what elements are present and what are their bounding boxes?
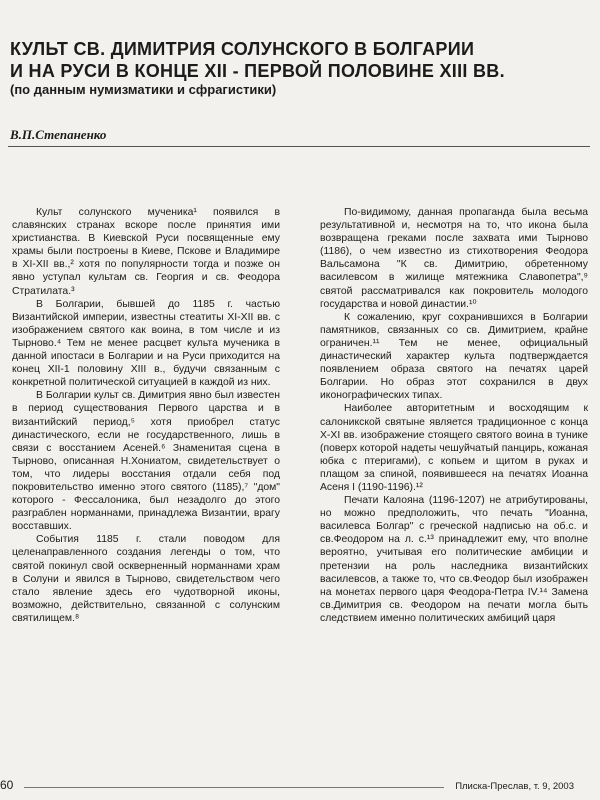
article-title — [10, 38, 590, 82]
article-subtitle: (по данным нумизматики и сфрагистики) — [10, 82, 277, 97]
paragraph: События 1185 г. стали поводом для целенаправленного создания легенды о том, что святой покинул свой оскверненный норманнами храм в Солуни и явился в Тырново, свидетельством чего стало явление здесь его чудотворной иконы, возможно, действительно, связанной с солунским святилищем.⁸ — [12, 534, 280, 624]
paragraph: По-видимому, данная пропаганда была весьма результативной и, несмотря на то, что икона была возвращена греками после захвата ими Тырново (1186), о чем известно из стихотворения Феодора Вальсамона "К св. Димитрию, обретенному василевсом в жилище мятежника Славопетра",⁹ святой рассматривался как покровитель молодого государства и новой династии.¹⁰ — [320, 207, 588, 310]
right-column — [320, 206, 588, 625]
paragraph: Культ солунского мученика¹ появился в славянских странах вскоре после принятия ими христианства. В Киевской Руси посвященные ему храмы были построены в Киеве, Пскове и Владимире в XI-XII вв.,² хотя по популярности тогда и позже он явно уступал культам св. Георгия и св. Феодора Стратилата.³ — [12, 207, 280, 297]
author-name: В.П.Степаненко — [10, 127, 107, 142]
page-number: 60 — [0, 778, 14, 792]
paragraph: К сожалению, круг сохранившихся в Болгарии памятников, связанных со св. Димитрием, крайне ограничен.¹¹ Тем не менее, официальный династический характер культа подтверждается появлением образа святого на печатях царей Болгарии. Но образ этот сохранился в двух иконографических типах. — [320, 311, 588, 402]
paragraph: Наиболее авторитетным и восходящим к салоникской святыне является традиционное с конца X-XI вв. изображение стоящего святого воина в тунике (поверх которой надеты чешуйчатый панцирь, кожаная юбка с птеригами), с копьем и щитом в руках и плащом за спиной, появившееся на печатях Иоанна Асеня I (1190-1196).¹² — [320, 403, 588, 493]
journal-citation: Плиска-Преслав, т. 9, 2003 — [455, 781, 574, 792]
title-line-2: И НА РУСИ В КОНЦЕ XII - ПЕРВОЙ ПОЛОВИНЕ XIII ВВ. — [10, 61, 505, 81]
paragraph: В Болгарии культ св. Димитрия явно был известен в период существования Первого царства и в византийский период,⁵ хотя приобрел статус династического, если не государственного, лишь в связи с восстанием Асеней.⁶ Знаменитая сцена в Тырново, описанная Н.Хониатом, свидетельствует о том, что лидеры восстания отдали себя под покровительство именно этого святого (1185),⁷ "дом" которого - Фессалоника, был незадолго до этого разграблен норманнами, принадлежа Византии, врагу восставших. — [12, 390, 280, 533]
header-divider — [8, 146, 590, 147]
title-line-1: КУЛЬТ СВ. ДИМИТРИЯ СОЛУНСКОГО В БОЛГАРИИ — [10, 39, 475, 59]
left-column — [12, 206, 280, 625]
paragraph: Печати Калояна (1196-1207) не атрибутированы, но можно предположить, что печать "Иоанна, василевса Болгар" с греческой надписью на об.с. и св.Феодором на л. с.¹³ принадлежит ему, что вполне вероятно, учитывая его политические амбиции и претензии на роль наследника византийских василевсов, а также то, что св.Феодор был изображен на монетах первого царя Феодора-Петра IV.¹⁴ Замена св.Димитрия св. Феодором на печати могла быть следствием именно политических амбиций царя — [320, 495, 588, 624]
paragraph: В Болгарии, бывшей до 1185 г. частью Византийской империи, известны стеатиты XI-XII вв. с изображением святого как воина, в том числе и из Тырново.⁴ Тем не менее расцвет культа мученика в данной ипостаси в Болгарии и на Руси приходится на конец XII-1 половину XIII в., будучи связанным с конкретной политической ситуацией в каждой из них. — [12, 298, 280, 389]
footer-divider — [24, 787, 444, 788]
